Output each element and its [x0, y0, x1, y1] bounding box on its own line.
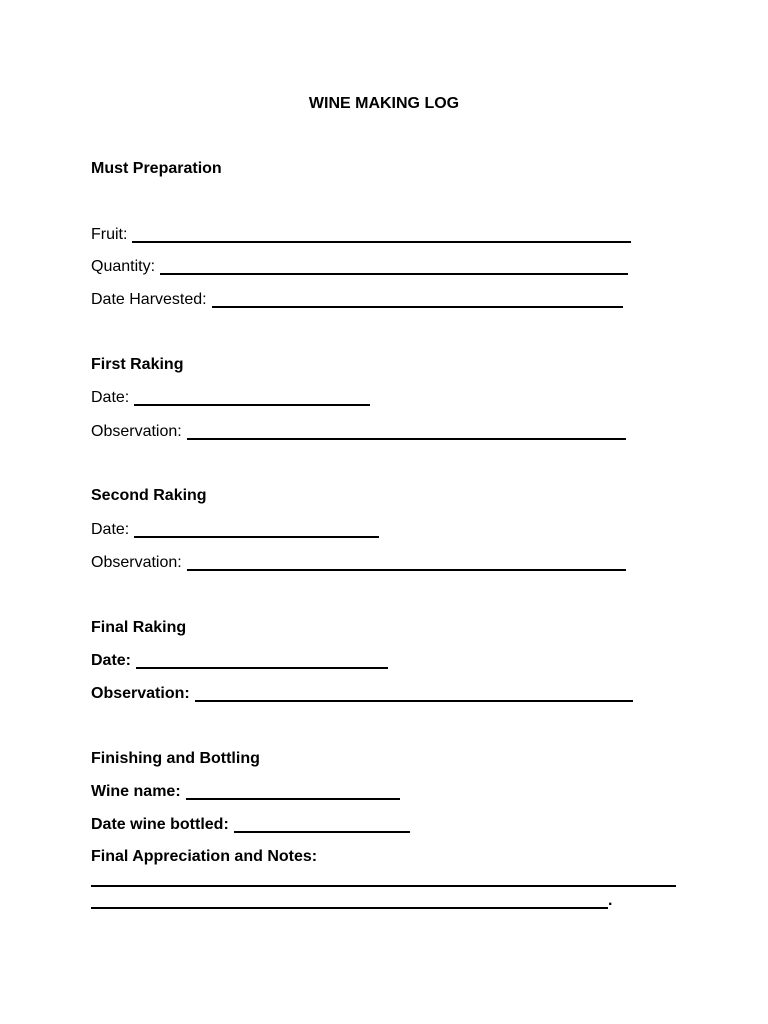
fruit-field: [91, 224, 631, 246]
final-raking-observation-label: Observation:: [91, 685, 190, 702]
final-raking-date-blank-line[interactable]: [136, 666, 388, 669]
notes-blank-line-1[interactable]: [91, 885, 676, 887]
document-title: WINE MAKING LOG: [308, 95, 460, 112]
date-bottled-field: [91, 814, 410, 836]
fruit-blank-line[interactable]: [132, 240, 631, 243]
second-raking-observation-field: [91, 552, 626, 574]
section-heading-final-raking: Final Raking: [91, 619, 187, 636]
date-harvested-blank-line[interactable]: [212, 305, 623, 308]
first-raking-date-field: [91, 387, 370, 409]
first-raking-date-blank-line[interactable]: [134, 403, 370, 406]
second-raking-date-field: [91, 519, 379, 541]
final-raking-observation-blank-line[interactable]: [195, 699, 633, 702]
wine-name-blank-line[interactable]: [186, 797, 400, 800]
final-raking-date-field: [91, 650, 388, 672]
notes-blank-line-2[interactable]: [91, 907, 608, 909]
date-bottled-label: Date wine bottled:: [91, 816, 229, 833]
wine-name-label: Wine name:: [91, 783, 181, 800]
fruit-label: Fruit:: [91, 226, 128, 243]
notes-closing-period: .: [608, 892, 613, 909]
first-raking-observation-label: Observation:: [91, 423, 182, 440]
date-bottled-blank-line[interactable]: [234, 830, 410, 833]
section-heading-must-preparation: Must Preparation: [91, 160, 222, 177]
quantity-blank-line[interactable]: [160, 272, 628, 275]
second-raking-observation-blank-line[interactable]: [187, 568, 626, 571]
second-raking-observation-label: Observation:: [91, 554, 182, 571]
date-harvested-field: [91, 289, 623, 311]
section-heading-second-raking: Second Raking: [91, 487, 207, 504]
final-notes-label: Final Appreciation and Notes:: [91, 848, 318, 865]
section-heading-first-raking: First Raking: [91, 356, 184, 373]
first-raking-observation-field: [91, 421, 626, 443]
final-raking-date-label: Date:: [91, 652, 132, 669]
second-raking-date-label: Date:: [91, 521, 130, 538]
final-raking-observation-field: [91, 683, 633, 705]
quantity-label: Quantity:: [91, 258, 156, 275]
first-raking-date-label: Date:: [91, 389, 130, 406]
section-heading-finishing-and-bottling: Finishing and Bottling: [91, 750, 260, 767]
second-raking-date-blank-line[interactable]: [134, 535, 379, 538]
date-harvested-label: Date Harvested:: [91, 291, 207, 308]
wine-name-field: [91, 781, 400, 803]
quantity-field: [91, 256, 628, 278]
first-raking-observation-blank-line[interactable]: [187, 437, 626, 440]
